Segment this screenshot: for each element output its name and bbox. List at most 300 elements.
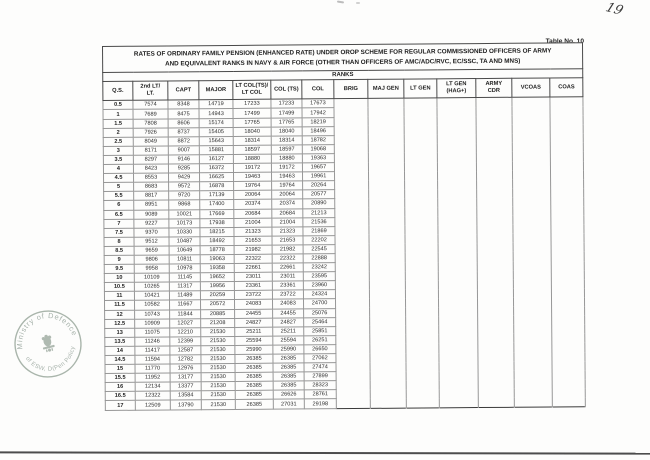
value-cell [478, 316, 514, 325]
value-cell: 17499 [271, 108, 302, 117]
value-cell [370, 353, 406, 362]
value-cell: 18314 [271, 136, 302, 145]
value-cell: 8606 [168, 118, 199, 127]
value-cell [370, 344, 406, 353]
value-cell [406, 389, 439, 398]
value-cell: 19657 [302, 163, 334, 172]
value-cell [369, 199, 405, 208]
qs-cell: 9 [104, 255, 134, 264]
value-cell [405, 271, 438, 280]
value-cell [335, 299, 369, 308]
value-cell: 17233 [233, 100, 271, 109]
value-cell: 12399 [170, 337, 201, 346]
value-cell [552, 315, 585, 324]
value-cell [334, 172, 368, 181]
value-cell [513, 288, 551, 297]
value-cell: 25211 [273, 327, 304, 336]
value-cell [334, 117, 368, 126]
qs-cell: 11.5 [105, 301, 135, 310]
value-cell: 8297 [133, 155, 168, 164]
value-cell [437, 107, 476, 116]
value-cell: 9089 [134, 209, 169, 218]
value-cell [438, 207, 477, 216]
value-cell: 25851 [304, 326, 336, 335]
value-cell: 22661 [234, 263, 272, 272]
value-cell: 22888 [303, 254, 335, 263]
value-cell: 10265 [134, 282, 169, 291]
value-cell: 19363 [302, 154, 334, 163]
value-cell: 9007 [168, 146, 199, 155]
value-cell: 8423 [133, 164, 168, 173]
value-cell [552, 352, 585, 361]
value-cell [405, 180, 438, 189]
value-cell: 26650 [304, 345, 336, 354]
value-cell: 21530 [201, 364, 235, 373]
value-cell [439, 334, 478, 343]
value-cell [477, 234, 513, 243]
column-header: COL (TS) [271, 80, 302, 99]
qs-cell: 10 [104, 273, 134, 282]
value-cell [551, 224, 584, 233]
value-cell: 23361 [234, 281, 272, 290]
value-cell [439, 380, 478, 389]
value-cell [370, 317, 406, 326]
value-cell: 20064 [234, 190, 272, 199]
value-cell [550, 152, 583, 161]
value-cell [477, 298, 513, 307]
scan-edge-line [0, 451, 650, 454]
value-cell [551, 252, 584, 261]
value-cell [478, 307, 514, 316]
value-cell [439, 316, 478, 325]
value-cell: 25464 [304, 317, 336, 326]
value-cell [552, 361, 585, 370]
value-cell [552, 334, 585, 343]
value-cell: 24455 [235, 309, 273, 318]
column-header: VCOAS [512, 78, 550, 97]
value-cell: 21982 [234, 245, 272, 254]
value-cell: 24083 [234, 300, 272, 309]
value-cell [439, 371, 478, 380]
value-cell: 18778 [200, 245, 234, 254]
value-cell [335, 208, 369, 217]
value-cell [512, 125, 550, 134]
value-cell [370, 371, 406, 380]
value-cell: 18492 [200, 236, 234, 245]
column-header: BRIG [334, 80, 368, 99]
value-cell [551, 179, 584, 188]
value-cell [550, 143, 583, 152]
value-cell: 25990 [235, 345, 273, 354]
value-cell: 11417 [135, 346, 170, 355]
value-cell [335, 290, 369, 299]
value-cell [552, 306, 585, 315]
value-cell: 8348 [168, 100, 199, 109]
value-cell [551, 270, 584, 279]
value-cell [368, 108, 404, 117]
value-cell: 21004 [272, 218, 303, 227]
value-cell [550, 97, 583, 106]
qs-cell: 3.5 [103, 155, 133, 164]
value-cell [404, 98, 437, 107]
value-cell: 11317 [169, 282, 200, 291]
value-cell: 20064 [272, 190, 303, 199]
value-cell [513, 261, 551, 270]
value-cell: 19961 [302, 172, 334, 181]
value-cell [514, 307, 552, 316]
value-cell: 21530 [201, 391, 235, 400]
value-cell [370, 380, 406, 389]
value-cell [438, 189, 477, 198]
value-cell [477, 243, 513, 252]
qs-cell: 15.5 [105, 373, 135, 382]
value-cell [476, 161, 512, 170]
value-cell [512, 134, 550, 143]
value-cell [477, 207, 513, 216]
value-cell [368, 144, 404, 153]
value-cell: 16625 [199, 173, 233, 182]
value-cell [478, 334, 514, 343]
value-cell [550, 170, 583, 179]
value-cell [438, 243, 477, 252]
value-cell [369, 208, 405, 217]
value-cell: 25990 [273, 345, 304, 354]
value-cell [477, 289, 513, 298]
value-cell: 21004 [234, 218, 272, 227]
ranks-band: RANKS [103, 69, 583, 82]
value-cell [368, 153, 404, 162]
value-cell: 15643 [199, 136, 233, 145]
value-cell: 11667 [170, 300, 201, 309]
value-cell [406, 353, 439, 362]
value-cell [439, 353, 478, 362]
value-cell: 22545 [303, 245, 335, 254]
value-cell: 8872 [168, 136, 199, 145]
value-cell: 20577 [303, 190, 335, 199]
value-cell [335, 244, 369, 253]
value-cell: 27474 [304, 363, 336, 372]
qs-cell: 0.5 [103, 101, 133, 110]
value-cell [550, 161, 583, 170]
value-cell: 18040 [271, 127, 302, 136]
value-cell [369, 180, 405, 189]
value-cell: 11594 [135, 355, 170, 364]
value-cell: 11844 [170, 309, 201, 318]
value-cell: 21530 [201, 382, 235, 391]
stamp-top-text: Ministry of Defence [14, 310, 80, 350]
qs-cell: 14 [105, 346, 135, 355]
value-cell [552, 397, 585, 406]
value-cell [336, 326, 370, 335]
column-header: COL [302, 80, 334, 99]
value-cell: 9146 [168, 155, 199, 164]
stamp-bottom-text: of ESW, D(Pen Policy [23, 345, 77, 373]
value-cell [551, 288, 584, 297]
value-cell: 21530 [201, 345, 235, 354]
value-cell: 23011 [234, 272, 272, 281]
value-cell [439, 362, 478, 371]
value-cell: 21323 [272, 227, 303, 236]
qs-cell: 11 [104, 292, 134, 301]
scan-artifact [337, 1, 344, 4]
value-cell: 24827 [235, 318, 273, 327]
value-cell [513, 243, 551, 252]
value-cell [513, 279, 551, 288]
qs-cell: 6.5 [104, 210, 134, 219]
value-cell: 19463 [233, 172, 271, 181]
value-cell: 12210 [170, 327, 201, 336]
value-cell [369, 271, 405, 280]
value-cell: 20572 [200, 300, 234, 309]
value-cell [478, 380, 514, 389]
value-cell: 11489 [169, 291, 200, 300]
value-cell: 10421 [134, 291, 169, 300]
value-cell [551, 243, 584, 252]
value-cell [369, 217, 405, 226]
value-cell [513, 234, 551, 243]
value-cell: 18782 [302, 135, 334, 144]
value-cell: 26626 [273, 390, 304, 399]
value-cell: 28323 [304, 381, 336, 390]
value-cell [336, 372, 370, 381]
value-cell [478, 389, 514, 398]
value-cell: 23722 [234, 291, 272, 300]
value-cell [514, 379, 552, 388]
value-cell [405, 198, 438, 207]
value-cell [336, 308, 370, 317]
column-header: LT GEN [404, 79, 437, 98]
value-cell [437, 134, 476, 143]
value-cell: 8475 [168, 109, 199, 118]
value-cell: 7808 [133, 119, 168, 128]
value-cell: 19764 [234, 181, 272, 190]
value-cell: 17942 [302, 108, 334, 117]
column-header: CAPT [168, 81, 199, 100]
value-cell [336, 381, 370, 390]
value-cell [512, 170, 550, 179]
value-cell [552, 379, 585, 388]
value-cell [439, 389, 478, 398]
value-cell: 19172 [233, 163, 271, 172]
value-cell [552, 370, 585, 379]
value-cell: 19463 [271, 172, 302, 181]
value-cell [438, 216, 477, 225]
value-cell [334, 126, 368, 135]
value-cell: 18880 [271, 154, 302, 163]
scan-artifact [356, 2, 360, 4]
value-cell: 9868 [169, 200, 200, 209]
value-cell [551, 261, 584, 270]
qs-cell: 3 [103, 146, 133, 155]
value-cell: 27062 [304, 354, 336, 363]
ashoka-emblem-icon [40, 333, 56, 353]
table-title [103, 43, 583, 73]
value-cell: 26385 [235, 363, 273, 372]
value-cell [405, 207, 438, 216]
value-cell [439, 398, 478, 407]
value-cell [550, 124, 583, 133]
value-cell [368, 126, 404, 135]
handwritten-page-number: 19 [603, 0, 626, 19]
value-cell [335, 226, 369, 235]
value-cell [438, 271, 477, 280]
value-cell [336, 390, 370, 399]
value-cell [369, 289, 405, 298]
qs-cell: 10.5 [104, 283, 134, 292]
value-cell: 10109 [134, 273, 169, 282]
value-cell: 11145 [169, 273, 200, 282]
value-cell: 24700 [303, 299, 335, 308]
value-cell [335, 235, 369, 244]
value-cell: 18496 [302, 126, 334, 135]
value-cell: 8683 [134, 182, 169, 191]
value-cell [368, 171, 404, 180]
value-cell: 7689 [133, 109, 168, 118]
value-cell: 9720 [169, 191, 200, 200]
value-cell [513, 252, 551, 261]
column-header: MAJOR [199, 81, 233, 100]
qs-cell: 14.5 [105, 355, 135, 364]
value-cell [370, 335, 406, 344]
qs-cell: 1.5 [103, 119, 133, 128]
value-cell [551, 233, 584, 242]
value-cell [406, 344, 439, 353]
column-header: MAJ GEN [368, 80, 404, 99]
value-cell [406, 316, 439, 325]
value-cell [369, 189, 405, 198]
value-cell: 12027 [170, 318, 201, 327]
value-cell [334, 108, 368, 117]
value-cell [334, 135, 368, 144]
value-cell [336, 399, 370, 408]
value-cell [368, 162, 404, 171]
value-cell: 18215 [200, 227, 234, 236]
value-cell: 17673 [302, 99, 334, 108]
value-cell: 15881 [199, 145, 233, 154]
value-cell [370, 389, 406, 398]
value-cell [514, 370, 552, 379]
column-header: LT GEN (HAG+) [437, 79, 476, 98]
value-cell [438, 280, 477, 289]
qs-cell: 6 [104, 201, 134, 210]
value-cell [512, 152, 550, 161]
value-cell [438, 289, 477, 298]
value-cell [405, 289, 438, 298]
qs-cell: 16.5 [105, 392, 135, 401]
qs-cell: 7 [104, 219, 134, 228]
value-cell [405, 262, 438, 271]
qs-cell: 17 [105, 401, 135, 410]
value-cell [476, 134, 512, 143]
value-cell: 11952 [135, 373, 170, 382]
value-cell [336, 353, 370, 362]
value-cell: 26385 [273, 381, 304, 390]
value-cell [477, 198, 513, 207]
value-cell: 10330 [169, 227, 200, 236]
value-cell [404, 144, 437, 153]
value-cell [438, 253, 477, 262]
value-cell: 17139 [200, 191, 234, 200]
value-cell [336, 317, 370, 326]
value-cell: 18880 [233, 154, 271, 163]
value-cell: 22322 [234, 254, 272, 263]
value-cell [404, 153, 437, 162]
value-cell [334, 144, 368, 153]
value-cell: 23722 [272, 290, 303, 299]
value-cell [334, 162, 368, 171]
value-cell [512, 161, 550, 170]
value-cell [551, 197, 584, 206]
value-cell: 8737 [168, 127, 199, 136]
value-cell [335, 199, 369, 208]
value-cell: 20374 [272, 199, 303, 208]
value-cell: 16878 [200, 182, 234, 191]
value-cell: 20264 [303, 181, 335, 190]
value-cell [478, 343, 514, 352]
value-cell [513, 297, 551, 306]
value-cell [404, 107, 437, 116]
value-cell: 21323 [234, 227, 272, 236]
value-cell [406, 371, 439, 380]
value-cell [552, 324, 585, 333]
value-cell [369, 280, 405, 289]
value-cell: 12134 [135, 382, 170, 391]
value-cell [551, 279, 584, 288]
value-cell: 26385 [273, 363, 304, 372]
value-cell [369, 244, 405, 253]
value-cell: 21536 [303, 217, 335, 226]
value-cell: 24455 [273, 308, 304, 317]
value-cell: 26385 [235, 400, 273, 409]
value-cell: 8049 [133, 137, 168, 146]
qs-cell: 5 [104, 182, 134, 191]
value-cell [477, 179, 513, 188]
value-cell [370, 399, 406, 408]
value-cell [476, 143, 512, 152]
value-cell [477, 261, 513, 270]
value-cell [404, 171, 437, 180]
table-title-line2: AND EQUIVALENT RANKS IN NAVY & AIR FORCE (OTHER THAN OFFICERS OF AMC/ADC/RVC, EC/SSC, TA AND MNS) [165, 57, 521, 68]
value-cell: 8817 [134, 191, 169, 200]
pension-table [102, 42, 586, 410]
qs-cell: 15 [105, 364, 135, 373]
value-cell: 27031 [273, 399, 304, 408]
qs-cell: 9.5 [104, 264, 134, 273]
qs-cell: 8.5 [104, 246, 134, 255]
value-cell: 11770 [135, 364, 170, 373]
value-cell: 21653 [234, 236, 272, 245]
value-cell [477, 280, 513, 289]
value-cell [513, 225, 551, 234]
value-cell: 19063 [200, 254, 234, 263]
value-cell: 21530 [201, 400, 235, 409]
value-cell: 19764 [272, 181, 303, 190]
value-cell [477, 270, 513, 279]
column-header: 2nd LT/ LT. [133, 81, 168, 100]
value-cell [437, 116, 476, 125]
value-cell: 20684 [272, 208, 303, 217]
qs-cell: 12 [105, 310, 135, 319]
value-cell [405, 298, 438, 307]
value-cell [406, 307, 439, 316]
value-cell: 13790 [170, 400, 201, 409]
value-cell: 19956 [200, 282, 234, 291]
value-cell: 17938 [200, 218, 234, 227]
column-header: Q.S. [103, 82, 133, 101]
value-cell [336, 362, 370, 371]
value-cell: 9659 [134, 246, 169, 255]
value-cell [439, 325, 478, 334]
